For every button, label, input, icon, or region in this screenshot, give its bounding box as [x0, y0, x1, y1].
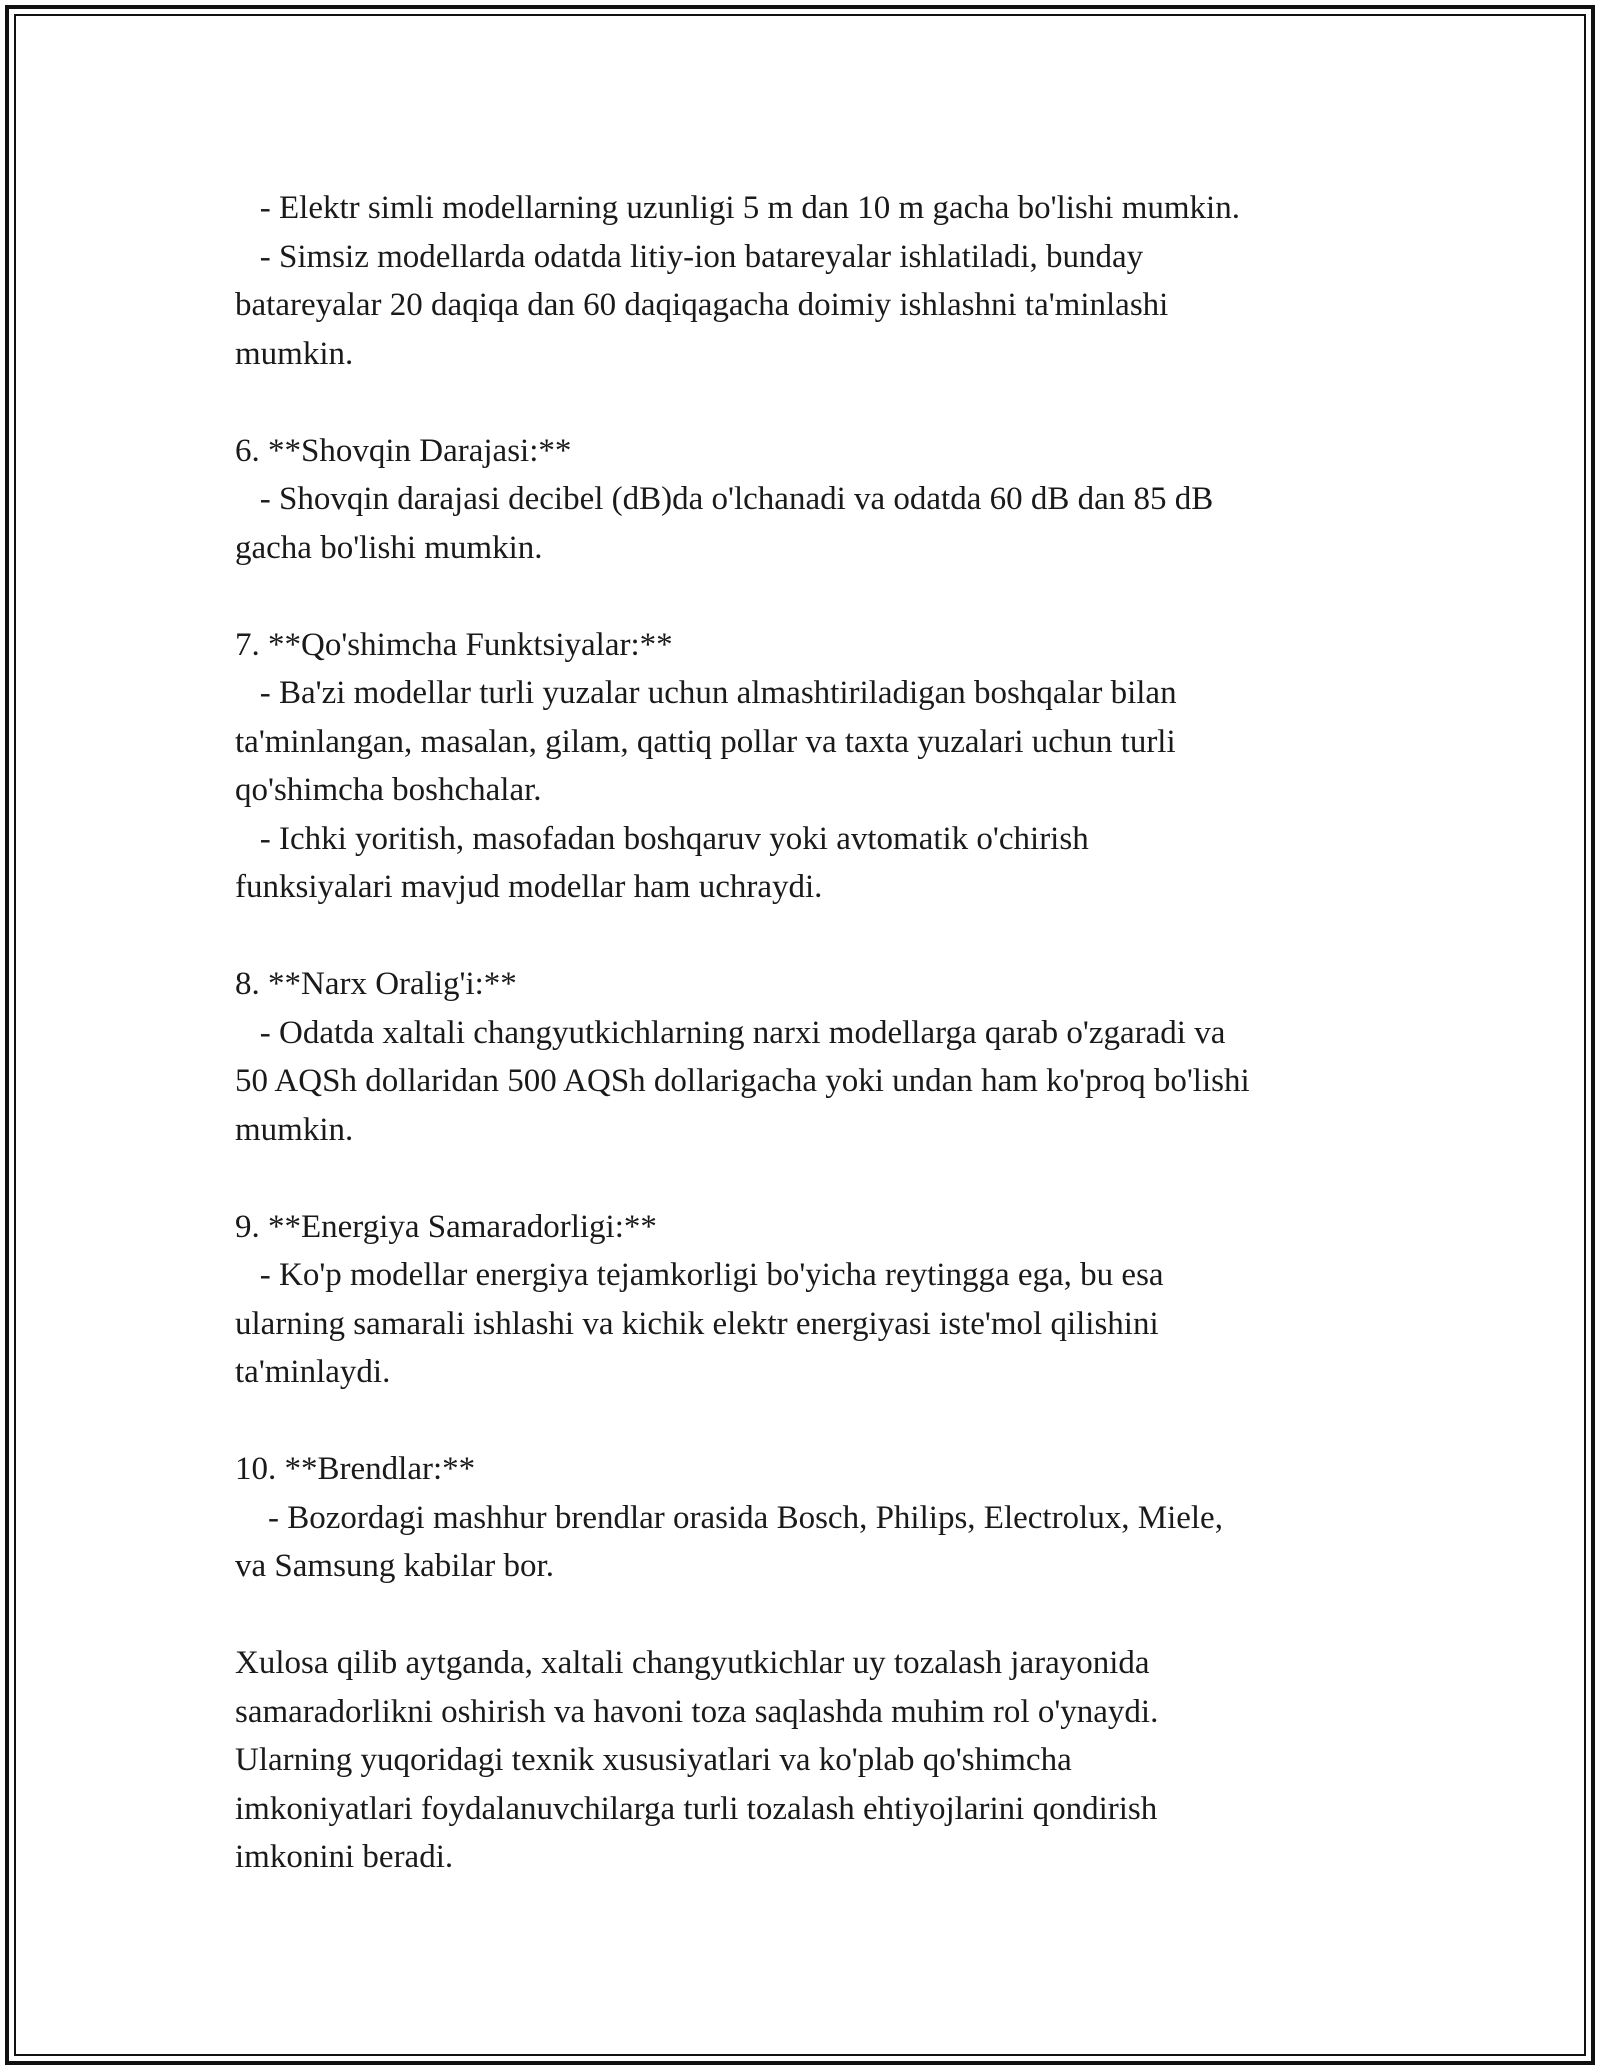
- text-line: funksiyalari mavjud modellar ham uchraydi.: [235, 869, 823, 905]
- text-line: - Shovqin darajasi decibel (dB)da o'lchanadi va odatda 60 dB dan 85 dB: [235, 481, 1214, 517]
- text-line: ularning samarali ishlashi va kichik elektr energiyasi iste'mol qilishini: [235, 1305, 1159, 1342]
- section-heading: 10. **Brendlar:**: [235, 1451, 476, 1487]
- text-line: va Samsung kabilar bor.: [235, 1548, 554, 1584]
- conclusion-line: imkoniyatlari foydalanuvchilarga turli tozalash ehtiyojlarini qondirish: [235, 1790, 1158, 1827]
- text-line: mumkin.: [235, 1111, 354, 1148]
- blank-line: [235, 378, 1385, 427]
- section-heading: 6. **Shovqin Darajasi:**: [235, 432, 572, 469]
- conclusion-line: samaradorlikni oshirish va havoni toza saqlashda muhim rol o'ynaydi.: [235, 1693, 1159, 1730]
- text-line: - Simsiz modellarda odatda litiy-ion batareyalar ishlatiladi, bunday: [235, 238, 1144, 275]
- section-heading: 9. **Energiya Samaradorligi:**: [235, 1208, 657, 1245]
- blank-line: [235, 1154, 1385, 1203]
- text-line: ta'minlangan, masalan, gilam, qattiq pollar va taxta yuzalari uchun turli: [235, 723, 1176, 760]
- conclusion-line: Ularning yuqoridagi texnik xususiyatlari va ko'plab qo'shimcha: [235, 1742, 1072, 1778]
- text-line: qo'shimcha boshchalar.: [235, 772, 542, 808]
- text-line: - Bozordagi mashhur brendlar orasida Bosch, Philips, Electrolux, Miele,: [235, 1499, 1223, 1536]
- blank-line: [235, 572, 1385, 621]
- text-line: - Elektr simli modellarning uzunligi 5 m dan 10 m gacha bo'lishi mumkin.: [235, 190, 1240, 226]
- blank-line: [235, 1397, 1385, 1446]
- text-line: - Ko'p modellar energiya tejamkorligi bo'yicha reytingga ega, bu esa: [235, 1257, 1164, 1293]
- text-line: 50 AQSh dollaridan 500 AQSh dollarigacha yoki undan ham ko'proq bo'lishi: [235, 1063, 1250, 1099]
- text-line: batareyalar 20 daqiqa dan 60 daqiqagacha doimiy ishlashni ta'minlashi: [235, 287, 1169, 323]
- blank-line: [235, 1591, 1385, 1640]
- text-line: - Ba'zi modellar turli yuzalar uchun almashtiriladigan boshqalar bilan: [235, 675, 1177, 711]
- text-line: ta'minlaydi.: [235, 1354, 391, 1390]
- conclusion-line: imkonini beradi.: [235, 1839, 454, 1875]
- text-line: gacha bo'lishi mumkin.: [235, 529, 543, 566]
- text-line: - Ichki yoritish, masofadan boshqaruv yoki avtomatik o'chirish: [235, 820, 1089, 857]
- conclusion-line: Xulosa qilib aytganda, xaltali changyutkichlar uy tozalash jarayonida: [235, 1645, 1150, 1681]
- section-heading: 8. **Narx Oralig'i:**: [235, 966, 517, 1002]
- document-body: [235, 184, 1385, 1882]
- text-line: mumkin.: [235, 335, 354, 372]
- blank-line: [235, 912, 1385, 961]
- text-line: - Odatda xaltali changyutkichlarning narxi modellarga qarab o'zgaradi va: [235, 1014, 1226, 1051]
- section-heading: 7. **Qo'shimcha Funktsiyalar:**: [235, 626, 673, 663]
